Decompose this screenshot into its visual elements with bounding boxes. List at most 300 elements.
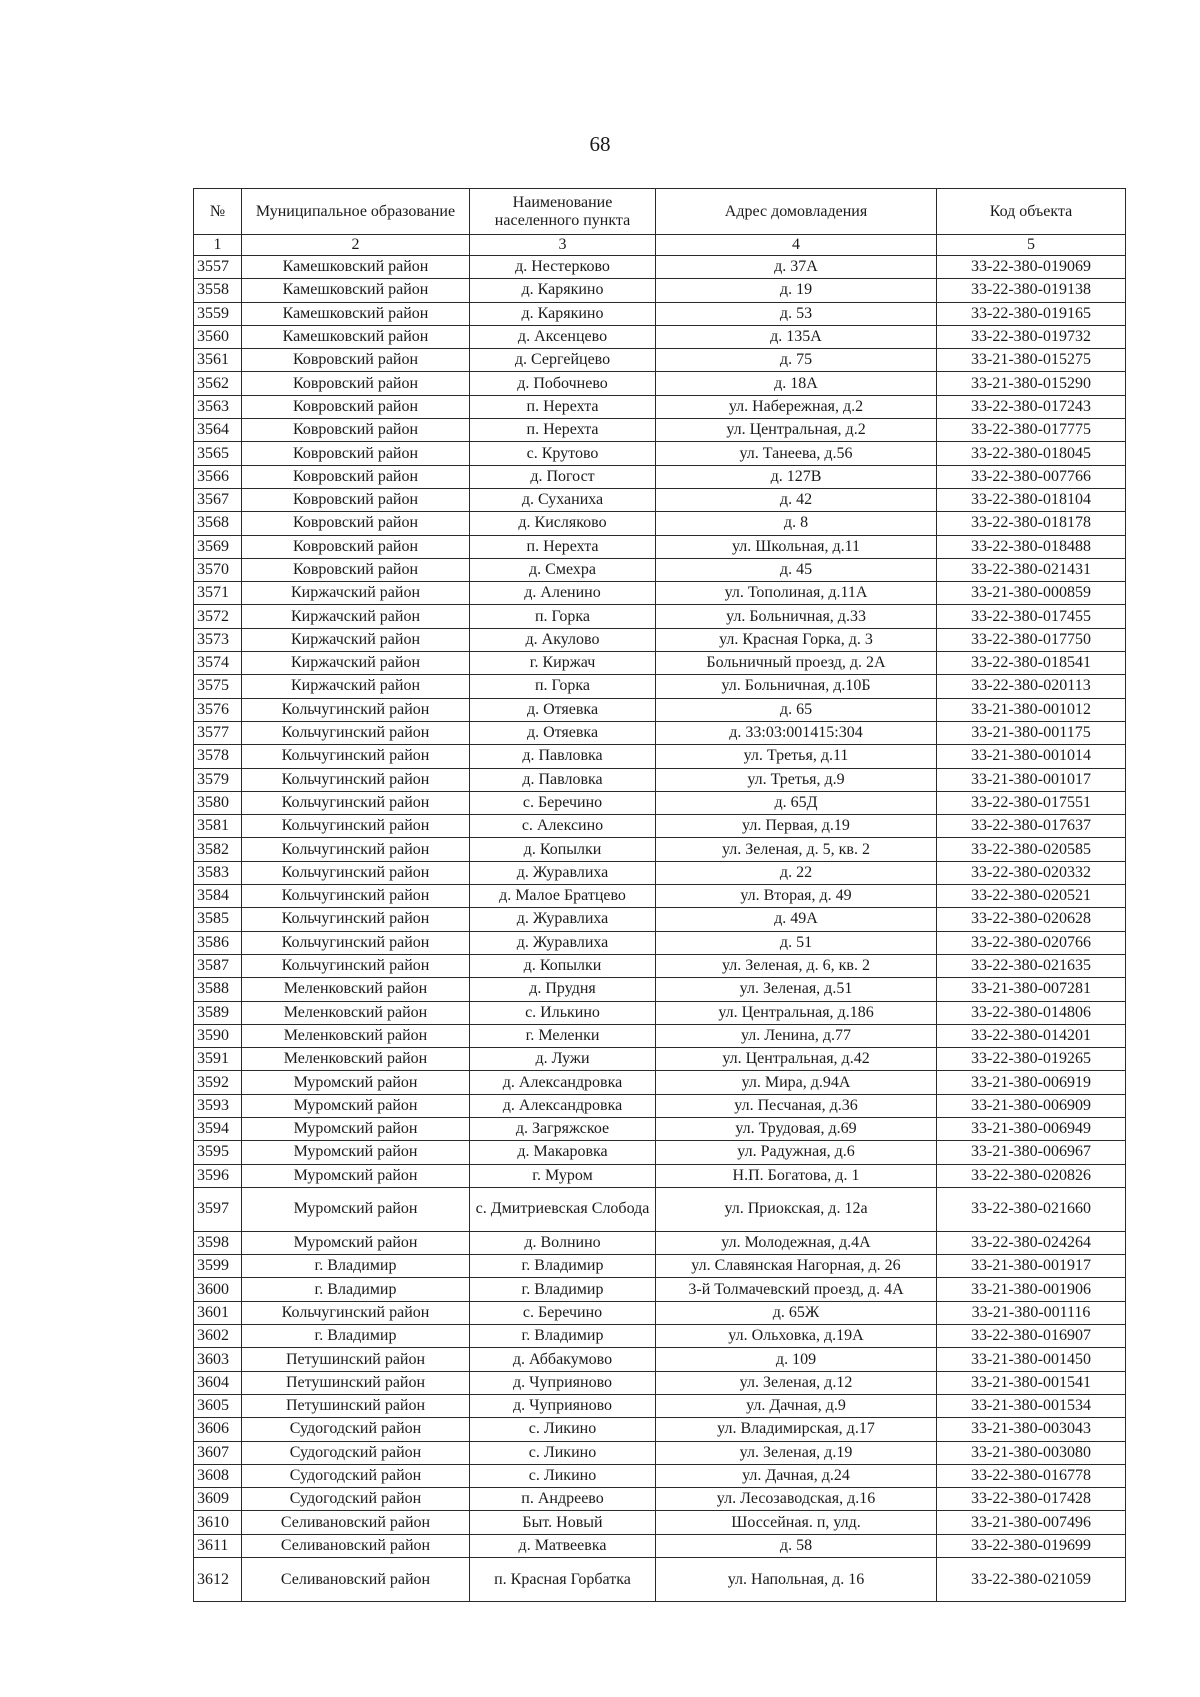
settlement-cell: г. Муром — [470, 1164, 656, 1187]
settlement-cell: Быт. Новый — [470, 1511, 656, 1534]
address-cell: ул. Трудовая, д.69 — [656, 1117, 937, 1140]
municipality-cell: Ковровский район — [242, 419, 470, 442]
table-row — [194, 1371, 1126, 1394]
settlement-cell: д. Павловка — [470, 768, 656, 791]
table-row — [194, 442, 1126, 465]
object-code-cell: 33-21-380-001014 — [937, 745, 1126, 768]
object-code-cell: 33-22-380-020766 — [937, 931, 1126, 954]
address-cell: д. 127В — [656, 465, 937, 488]
table-row — [194, 1048, 1126, 1071]
row-number: 3581 — [194, 815, 242, 838]
municipality-cell: Кольчугинский район — [242, 1301, 470, 1324]
settlement-cell: г. Меленки — [470, 1024, 656, 1047]
settlement-cell: д. Павловка — [470, 745, 656, 768]
row-number: 3598 — [194, 1231, 242, 1254]
object-code-cell: 33-21-380-001534 — [937, 1394, 1126, 1417]
settlement-cell: д. Лужи — [470, 1048, 656, 1071]
municipality-cell: Муромский район — [242, 1164, 470, 1187]
municipality-cell: Ковровский район — [242, 488, 470, 511]
table-row — [194, 1464, 1126, 1487]
object-code-cell: 33-22-380-024264 — [937, 1231, 1126, 1254]
object-code-cell: 33-21-380-001017 — [937, 768, 1126, 791]
row-number: 3589 — [194, 1001, 242, 1024]
address-cell: ул. Напольная, д. 16 — [656, 1558, 937, 1602]
address-cell: ул. Тополиная, д.11А — [656, 582, 937, 605]
municipality-cell: Меленковский район — [242, 1024, 470, 1047]
municipality-cell: Петушинский район — [242, 1371, 470, 1394]
header-number: № — [194, 189, 242, 235]
settlement-cell: п. Нерехта — [470, 395, 656, 418]
object-code-cell: 33-22-380-020332 — [937, 861, 1126, 884]
table-row — [194, 1094, 1126, 1117]
column-number: 5 — [937, 235, 1126, 256]
settlement-cell: д. Отяевка — [470, 721, 656, 744]
object-code-cell: 33-22-380-018488 — [937, 535, 1126, 558]
object-code-cell: 33-22-380-018104 — [937, 488, 1126, 511]
address-cell: д. 19 — [656, 279, 937, 302]
municipality-cell: Селивановский район — [242, 1534, 470, 1557]
settlement-cell: д. Александровка — [470, 1094, 656, 1117]
municipality-cell: Муромский район — [242, 1187, 470, 1231]
table-row — [194, 372, 1126, 395]
address-cell: ул. Зеленая, д. 5, кв. 2 — [656, 838, 937, 861]
address-cell: ул. Третья, д.11 — [656, 745, 937, 768]
object-code-cell: 33-22-380-017750 — [937, 628, 1126, 651]
table-row — [194, 1441, 1126, 1464]
municipality-cell: Кольчугинский район — [242, 885, 470, 908]
address-cell: ул. Танеева, д.56 — [656, 442, 937, 465]
table-row — [194, 1071, 1126, 1094]
column-number: 1 — [194, 235, 242, 256]
object-code-cell: 33-21-380-015275 — [937, 349, 1126, 372]
settlement-cell: д. Суханиха — [470, 488, 656, 511]
settlement-cell: с. Беречино — [470, 791, 656, 814]
address-cell: ул. Зеленая, д.19 — [656, 1441, 937, 1464]
municipality-cell: Киржачский район — [242, 675, 470, 698]
municipality-cell: Камешковский район — [242, 325, 470, 348]
row-number: 3580 — [194, 791, 242, 814]
settlement-cell: д. Журавлиха — [470, 908, 656, 931]
table-row — [194, 885, 1126, 908]
table-row — [194, 791, 1126, 814]
object-code-cell: 33-22-380-019699 — [937, 1534, 1126, 1557]
settlement-cell: п. Горка — [470, 675, 656, 698]
municipality-cell: Ковровский район — [242, 535, 470, 558]
address-cell: ул. Набережная, д.2 — [656, 395, 937, 418]
municipality-cell: Меленковский район — [242, 1001, 470, 1024]
object-code-cell: 33-21-380-007496 — [937, 1511, 1126, 1534]
page-number: 68 — [589, 132, 611, 156]
municipality-cell: г. Владимир — [242, 1278, 470, 1301]
address-cell: ул. Приокская, д. 12а — [656, 1187, 937, 1231]
row-number: 3599 — [194, 1255, 242, 1278]
address-cell: Н.П. Богатова, д. 1 — [656, 1164, 937, 1187]
object-code-cell: 33-22-380-016778 — [937, 1464, 1126, 1487]
settlement-cell: д. Копылки — [470, 838, 656, 861]
row-number: 3583 — [194, 861, 242, 884]
table-row — [194, 395, 1126, 418]
row-number: 3587 — [194, 954, 242, 977]
address-cell: ул. Зеленая, д.12 — [656, 1371, 937, 1394]
row-number: 3571 — [194, 582, 242, 605]
settlement-cell: д. Чуприяново — [470, 1371, 656, 1394]
settlement-cell: д. Журавлиха — [470, 861, 656, 884]
object-code-cell: 33-22-380-021431 — [937, 558, 1126, 581]
municipality-cell: Судогодский район — [242, 1441, 470, 1464]
settlement-cell: с. Алексино — [470, 815, 656, 838]
object-code-cell: 33-22-380-017637 — [937, 815, 1126, 838]
object-code-cell: 33-22-380-017775 — [937, 419, 1126, 442]
table-row — [194, 1164, 1126, 1187]
address-cell: д. 53 — [656, 302, 937, 325]
table-row — [194, 256, 1126, 279]
table-row — [194, 931, 1126, 954]
address-cell: ул. Больничная, д.10Б — [656, 675, 937, 698]
row-number: 3576 — [194, 698, 242, 721]
municipality-cell: Ковровский район — [242, 442, 470, 465]
row-number: 3558 — [194, 279, 242, 302]
table-row — [194, 419, 1126, 442]
settlement-cell: д. Макаровка — [470, 1141, 656, 1164]
settlement-cell: д. Аксенцево — [470, 325, 656, 348]
table-row — [194, 1231, 1126, 1254]
address-cell: д. 75 — [656, 349, 937, 372]
municipality-cell: Селивановский район — [242, 1511, 470, 1534]
row-number: 3559 — [194, 302, 242, 325]
object-code-cell: 33-22-380-018541 — [937, 652, 1126, 675]
address-cell: ул. Песчаная, д.36 — [656, 1094, 937, 1117]
table-row — [194, 1511, 1126, 1534]
object-code-cell: 33-21-380-001012 — [937, 698, 1126, 721]
row-number: 3591 — [194, 1048, 242, 1071]
settlement-cell: с. Ликино — [470, 1464, 656, 1487]
address-cell: д. 65Ж — [656, 1301, 937, 1324]
municipality-cell: Меленковский район — [242, 1048, 470, 1071]
municipality-cell: Петушинский район — [242, 1394, 470, 1417]
municipality-cell: г. Владимир — [242, 1325, 470, 1348]
registry-table — [193, 188, 1126, 1602]
object-code-cell: 33-22-380-020826 — [937, 1164, 1126, 1187]
row-number: 3575 — [194, 675, 242, 698]
row-number: 3611 — [194, 1534, 242, 1557]
object-code-cell: 33-22-380-021660 — [937, 1187, 1126, 1231]
settlement-cell: с. Илькино — [470, 1001, 656, 1024]
table-row — [194, 1394, 1126, 1417]
object-code-cell: 33-21-380-001450 — [937, 1348, 1126, 1371]
object-code-cell: 33-21-380-001541 — [937, 1371, 1126, 1394]
row-number: 3590 — [194, 1024, 242, 1047]
object-code-cell: 33-21-380-001116 — [937, 1301, 1126, 1324]
table-row — [194, 1001, 1126, 1024]
settlement-cell: д. Копылки — [470, 954, 656, 977]
address-cell: ул. Радужная, д.6 — [656, 1141, 937, 1164]
table-row — [194, 698, 1126, 721]
object-code-cell: 33-22-380-017428 — [937, 1488, 1126, 1511]
object-code-cell: 33-22-380-020628 — [937, 908, 1126, 931]
address-cell: д. 65 — [656, 698, 937, 721]
object-code-cell: 33-22-380-017243 — [937, 395, 1126, 418]
table-row — [194, 1255, 1126, 1278]
address-cell: д. 22 — [656, 861, 937, 884]
settlement-cell: д. Малое Братцево — [470, 885, 656, 908]
address-cell: д. 58 — [656, 1534, 937, 1557]
row-number: 3607 — [194, 1441, 242, 1464]
settlement-cell: д. Прудня — [470, 978, 656, 1001]
municipality-cell: Кольчугинский район — [242, 721, 470, 744]
municipality-cell: Кольчугинский район — [242, 768, 470, 791]
object-code-cell: 33-21-380-003080 — [937, 1441, 1126, 1464]
row-number: 3604 — [194, 1371, 242, 1394]
settlement-cell: г. Киржач — [470, 652, 656, 675]
table-row — [194, 652, 1126, 675]
municipality-cell: Селивановский район — [242, 1558, 470, 1602]
municipality-cell: Кольчугинский район — [242, 954, 470, 977]
address-cell: ул. Школьная, д.11 — [656, 535, 937, 558]
table-row — [194, 1117, 1126, 1140]
object-code-cell: 33-22-380-020585 — [937, 838, 1126, 861]
table-row — [194, 1024, 1126, 1047]
column-number-row — [194, 235, 1126, 256]
object-code-cell: 33-22-380-018178 — [937, 512, 1126, 535]
table-row — [194, 325, 1126, 348]
municipality-cell: Киржачский район — [242, 605, 470, 628]
address-cell: ул. Зеленая, д.51 — [656, 978, 937, 1001]
settlement-cell: д. Акулово — [470, 628, 656, 651]
table-row — [194, 1325, 1126, 1348]
column-number: 4 — [656, 235, 937, 256]
row-number: 3567 — [194, 488, 242, 511]
table-header-row — [194, 189, 1126, 235]
object-code-cell: 33-22-380-019732 — [937, 325, 1126, 348]
address-cell: ул. Славянская Нагорная, д. 26 — [656, 1255, 937, 1278]
table-row — [194, 745, 1126, 768]
object-code-cell: 33-22-380-019138 — [937, 279, 1126, 302]
municipality-cell: Камешковский район — [242, 279, 470, 302]
row-number: 3606 — [194, 1418, 242, 1441]
municipality-cell: Кольчугинский район — [242, 745, 470, 768]
address-cell: ул. Центральная, д.2 — [656, 419, 937, 442]
address-cell: ул. Молодежная, д.4А — [656, 1231, 937, 1254]
header-municipality: Муниципальное образование — [242, 189, 470, 235]
row-number: 3582 — [194, 838, 242, 861]
object-code-cell: 33-21-380-007281 — [937, 978, 1126, 1001]
row-number: 3585 — [194, 908, 242, 931]
object-code-cell: 33-22-380-019069 — [937, 256, 1126, 279]
municipality-cell: Муромский район — [242, 1117, 470, 1140]
object-code-cell: 33-21-380-006967 — [937, 1141, 1126, 1164]
settlement-cell: д. Аленино — [470, 582, 656, 605]
row-number: 3579 — [194, 768, 242, 791]
municipality-cell: Ковровский район — [242, 395, 470, 418]
row-number: 3562 — [194, 372, 242, 395]
address-cell: д. 135А — [656, 325, 937, 348]
row-number: 3600 — [194, 1278, 242, 1301]
municipality-cell: Ковровский район — [242, 349, 470, 372]
row-number: 3565 — [194, 442, 242, 465]
settlement-cell: г. Владимир — [470, 1278, 656, 1301]
table-row — [194, 535, 1126, 558]
row-number: 3588 — [194, 978, 242, 1001]
settlement-cell: д. Волнино — [470, 1231, 656, 1254]
settlement-cell: п. Андреево — [470, 1488, 656, 1511]
table-row — [194, 1558, 1126, 1602]
municipality-cell: Муромский район — [242, 1141, 470, 1164]
settlement-cell: п. Горка — [470, 605, 656, 628]
settlement-cell: д. Нестерково — [470, 256, 656, 279]
row-number: 3609 — [194, 1488, 242, 1511]
row-number: 3570 — [194, 558, 242, 581]
address-cell: ул. Владимирская, д.17 — [656, 1418, 937, 1441]
municipality-cell: Ковровский район — [242, 512, 470, 535]
row-number: 3568 — [194, 512, 242, 535]
table-row — [194, 861, 1126, 884]
object-code-cell: 33-22-380-021059 — [937, 1558, 1126, 1602]
row-number: 3584 — [194, 885, 242, 908]
address-cell: д. 109 — [656, 1348, 937, 1371]
settlement-cell: д. Сергейцево — [470, 349, 656, 372]
table-row — [194, 465, 1126, 488]
row-number: 3596 — [194, 1164, 242, 1187]
object-code-cell: 33-22-380-020113 — [937, 675, 1126, 698]
object-code-cell: 33-21-380-001175 — [937, 721, 1126, 744]
municipality-cell: Камешковский район — [242, 302, 470, 325]
header-object-code: Код объекта — [937, 189, 1126, 235]
row-number: 3608 — [194, 1464, 242, 1487]
row-number: 3569 — [194, 535, 242, 558]
municipality-cell: Кольчугинский район — [242, 838, 470, 861]
municipality-cell: Киржачский район — [242, 652, 470, 675]
table-row — [194, 815, 1126, 838]
municipality-cell: Судогодский район — [242, 1488, 470, 1511]
address-cell: ул. Мира, д.94А — [656, 1071, 937, 1094]
table-row — [194, 302, 1126, 325]
address-cell: д. 49А — [656, 908, 937, 931]
row-number: 3577 — [194, 721, 242, 744]
municipality-cell: Ковровский район — [242, 558, 470, 581]
object-code-cell: 33-22-380-017551 — [937, 791, 1126, 814]
table-row — [194, 768, 1126, 791]
address-cell: д. 37А — [656, 256, 937, 279]
municipality-cell: Ковровский район — [242, 372, 470, 395]
object-code-cell: 33-22-380-020521 — [937, 885, 1126, 908]
table-row — [194, 1141, 1126, 1164]
table-row — [194, 954, 1126, 977]
settlement-cell: д. Чуприяново — [470, 1394, 656, 1417]
settlement-cell: г. Владимир — [470, 1255, 656, 1278]
municipality-cell: Кольчугинский район — [242, 815, 470, 838]
object-code-cell: 33-22-380-017455 — [937, 605, 1126, 628]
municipality-cell: г. Владимир — [242, 1255, 470, 1278]
settlement-cell: д. Журавлиха — [470, 931, 656, 954]
column-number: 3 — [470, 235, 656, 256]
municipality-cell: Петушинский район — [242, 1348, 470, 1371]
settlement-cell: д. Отяевка — [470, 698, 656, 721]
address-cell: Шоссейная. п, улд. — [656, 1511, 937, 1534]
settlement-cell: с. Беречино — [470, 1301, 656, 1324]
row-number: 3595 — [194, 1141, 242, 1164]
municipality-cell: Кольчугинский район — [242, 931, 470, 954]
municipality-cell: Меленковский район — [242, 978, 470, 1001]
object-code-cell: 33-21-380-001906 — [937, 1278, 1126, 1301]
object-code-cell: 33-21-380-000859 — [937, 582, 1126, 605]
municipality-cell: Кольчугинский район — [242, 791, 470, 814]
table-row — [194, 1187, 1126, 1231]
municipality-cell: Кольчугинский район — [242, 698, 470, 721]
table-row — [194, 488, 1126, 511]
settlement-cell: с. Крутово — [470, 442, 656, 465]
address-cell: ул. Лесозаводская, д.16 — [656, 1488, 937, 1511]
row-number: 3566 — [194, 465, 242, 488]
table-row — [194, 279, 1126, 302]
municipality-cell: Ковровский район — [242, 465, 470, 488]
row-number: 3603 — [194, 1348, 242, 1371]
table-row — [194, 1301, 1126, 1324]
municipality-cell: Судогодский район — [242, 1464, 470, 1487]
settlement-cell: с. Дмитриевская Слобода — [470, 1187, 656, 1231]
table-row — [194, 1488, 1126, 1511]
settlement-cell: п. Красная Горбатка — [470, 1558, 656, 1602]
row-number: 3560 — [194, 325, 242, 348]
row-number: 3602 — [194, 1325, 242, 1348]
table-row — [194, 721, 1126, 744]
object-code-cell: 33-22-380-014201 — [937, 1024, 1126, 1047]
address-cell: Больничный проезд, д. 2А — [656, 652, 937, 675]
row-number: 3610 — [194, 1511, 242, 1534]
object-code-cell: 33-21-380-015290 — [937, 372, 1126, 395]
row-number: 3564 — [194, 419, 242, 442]
row-number: 3572 — [194, 605, 242, 628]
row-number: 3574 — [194, 652, 242, 675]
table-row — [194, 558, 1126, 581]
address-cell: ул. Больничная, д.33 — [656, 605, 937, 628]
municipality-cell: Камешковский район — [242, 256, 470, 279]
address-cell: ул. Зеленая, д. 6, кв. 2 — [656, 954, 937, 977]
address-cell: д. 45 — [656, 558, 937, 581]
address-cell: д. 33:03:001415:304 — [656, 721, 937, 744]
header-address: Адрес домовладения — [656, 189, 937, 235]
object-code-cell: 33-21-380-006949 — [937, 1117, 1126, 1140]
address-cell: д. 65Д — [656, 791, 937, 814]
address-cell: д. 18А — [656, 372, 937, 395]
settlement-cell: д. Александровка — [470, 1071, 656, 1094]
address-cell: ул. Ольховка, д.19А — [656, 1325, 937, 1348]
header-settlement: Наименование населенного пункта — [470, 189, 656, 235]
table-row — [194, 349, 1126, 372]
row-number: 3612 — [194, 1558, 242, 1602]
municipality-cell: Муромский район — [242, 1071, 470, 1094]
row-number: 3578 — [194, 745, 242, 768]
address-cell: ул. Ленина, д.77 — [656, 1024, 937, 1047]
table-row — [194, 1534, 1126, 1557]
object-code-cell: 33-22-380-007766 — [937, 465, 1126, 488]
address-cell: ул. Центральная, д.186 — [656, 1001, 937, 1024]
row-number: 3597 — [194, 1187, 242, 1231]
table-row — [194, 838, 1126, 861]
municipality-cell: Кольчугинский район — [242, 861, 470, 884]
settlement-cell: г. Владимир — [470, 1325, 656, 1348]
object-code-cell: 33-22-380-016907 — [937, 1325, 1126, 1348]
row-number: 3563 — [194, 395, 242, 418]
address-cell: ул. Центральная, д.42 — [656, 1048, 937, 1071]
settlement-cell: п. Нерехта — [470, 535, 656, 558]
table-row — [194, 1348, 1126, 1371]
object-code-cell: 33-21-380-003043 — [937, 1418, 1126, 1441]
settlement-cell: д. Смехра — [470, 558, 656, 581]
municipality-cell: Судогодский район — [242, 1418, 470, 1441]
address-cell: ул. Красная Горка, д. 3 — [656, 628, 937, 651]
settlement-cell: п. Нерехта — [470, 419, 656, 442]
table-row — [194, 1418, 1126, 1441]
